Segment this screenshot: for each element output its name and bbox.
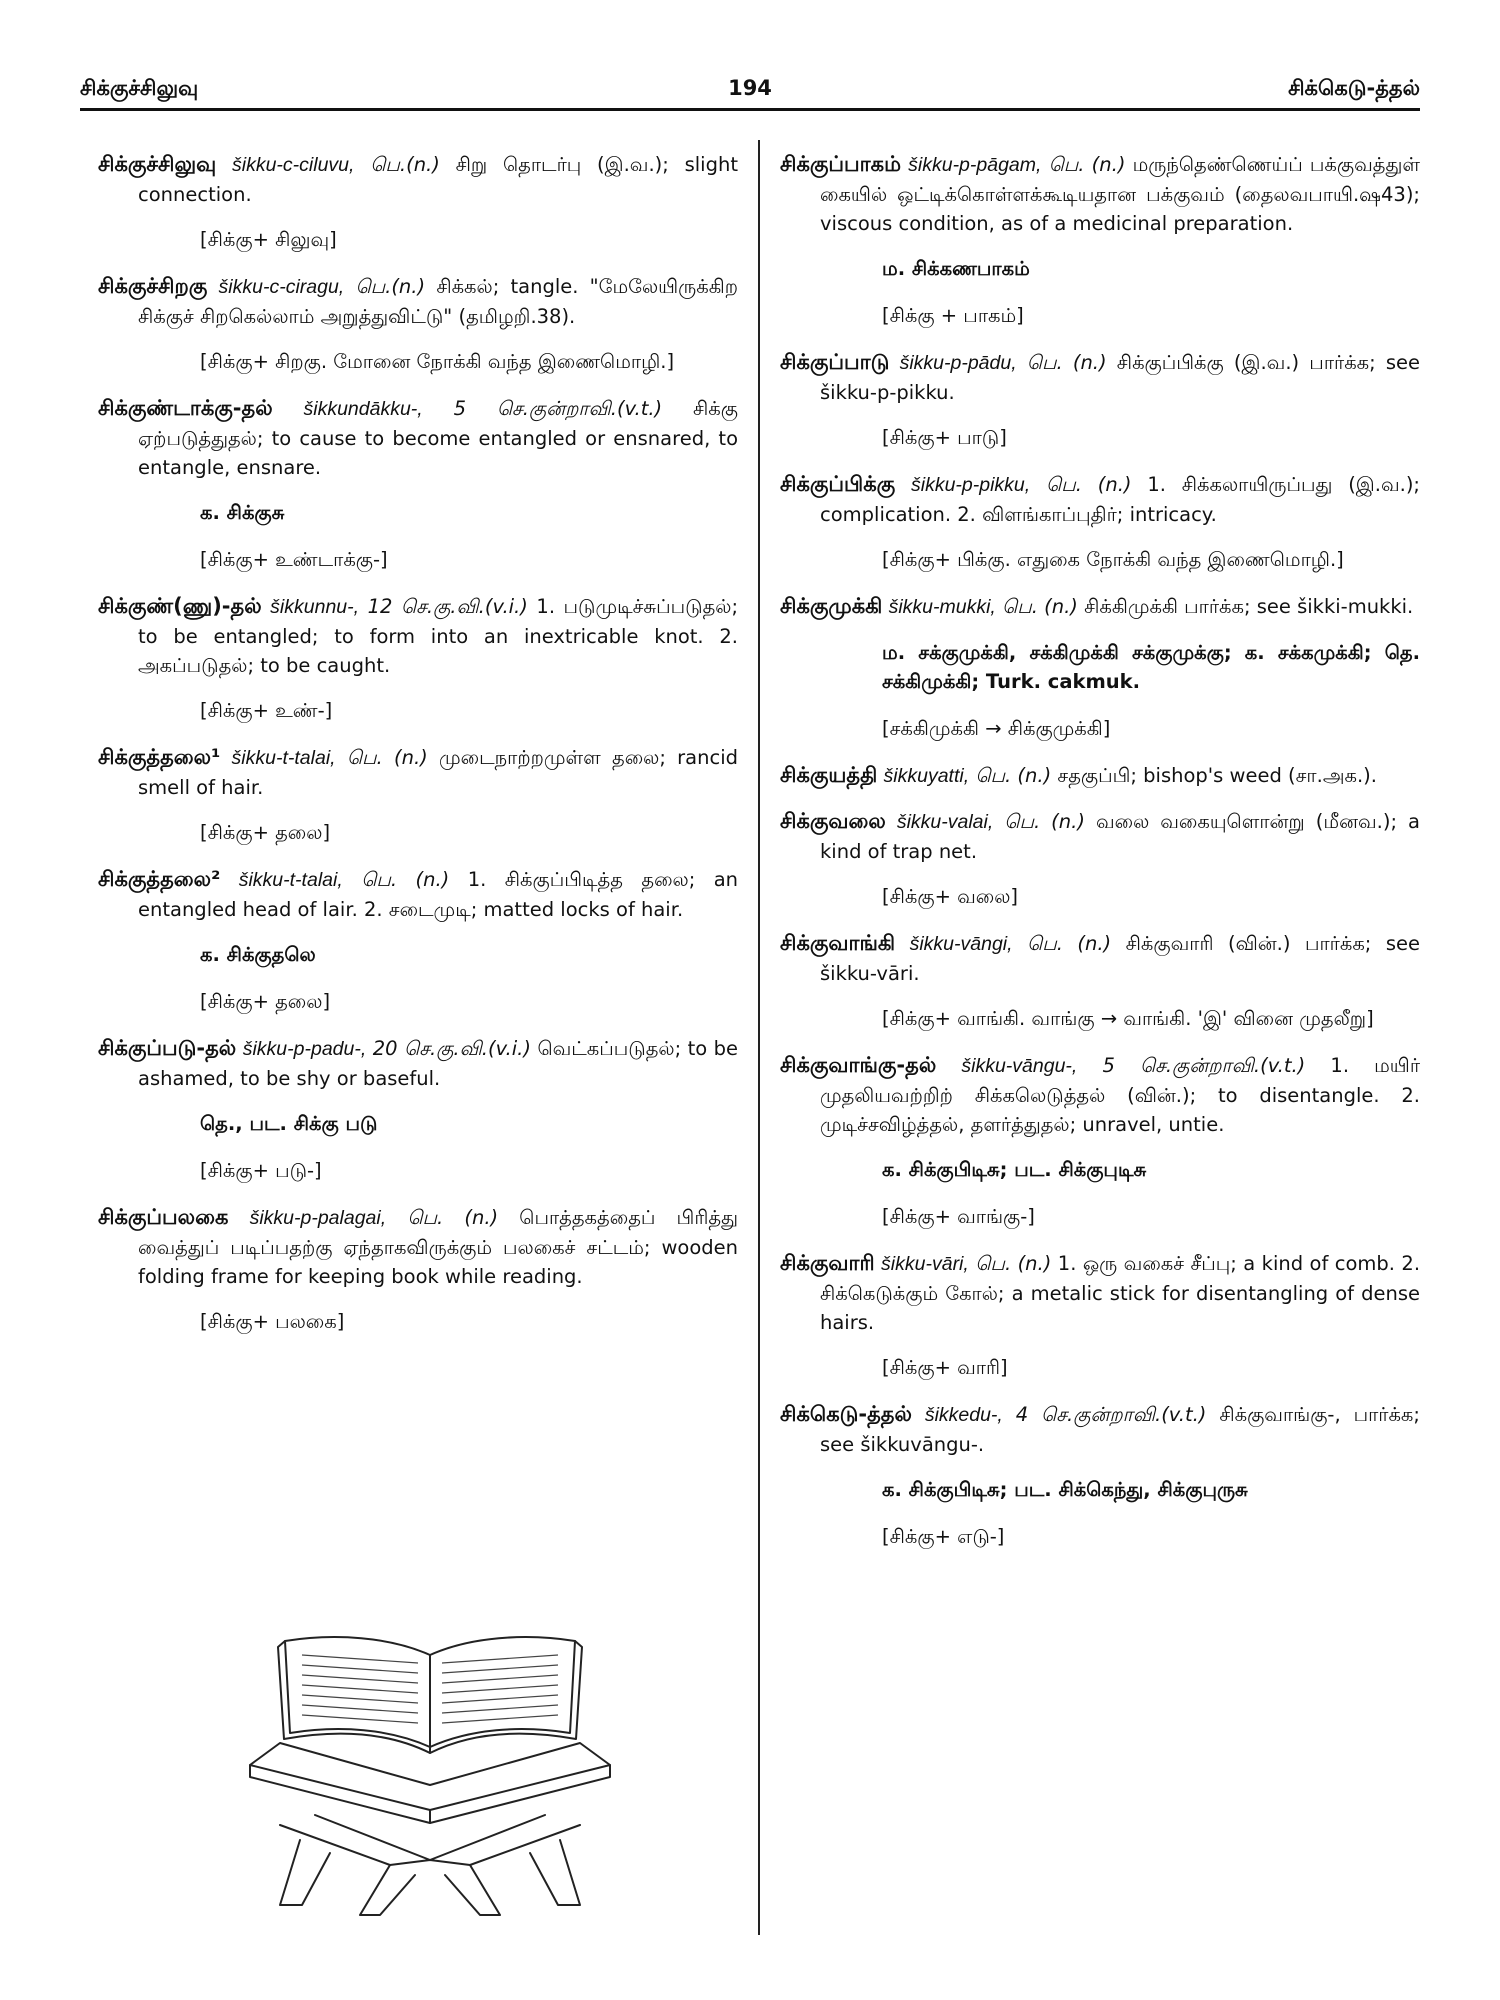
definition: சிக்குவாரி (வின்.) பார்க்க; see šikku-vāri. (820, 932, 1420, 985)
grammar-label: 12 செ.கு.வி.(v.i.) (367, 595, 528, 618)
dictionary-entry (780, 1400, 1420, 1459)
transliteration: šikku-t-talai, (238, 869, 343, 891)
etymology: [சக்கிமுக்கி → சிக்குமுக்கி] (882, 717, 1111, 740)
headword: சிக்குப்பிக்கு (780, 472, 896, 496)
dictionary-entry (98, 394, 738, 482)
dictionary-entry (780, 470, 1420, 529)
grammar-label: 20 செ.கு.வி.(v.i.) (372, 1037, 531, 1060)
headword: சிக்குவலை (780, 809, 886, 833)
dictionary-entry (98, 150, 738, 209)
cognate-forms: ம. சக்குமுக்கி, சக்கிமுக்கி சக்குமுக்கு; க. சக்கமுக்கி; தெ. சக்கிமுக்கி; Turk. cakmuk. (882, 641, 1420, 693)
etymology: [சிக்கு+ சிலுவு] (200, 228, 337, 251)
grammar-label: பெ. (n.) (1002, 595, 1078, 618)
definition: 1. ஒரு வகைச் சீப்பு; a kind of comb. 2. சிக்கெடுக்கும் கோல்; a metalic stick for disentangling of dense hairs. (820, 1252, 1421, 1334)
left-column (98, 150, 738, 1354)
headword: சிக்குத்தலை¹ (98, 745, 221, 769)
dictionary-entry (98, 272, 738, 331)
definition: 1. சிக்குப்பிடித்த தலை; an entangled head of lair. 2. சடைமுடி; matted locks of hair. (138, 868, 739, 921)
grammar-label: பெ. (n.) (1046, 473, 1132, 496)
etymology: [சிக்கு+ தலை] (200, 821, 331, 844)
headword: சிக்குவாங்கி (780, 931, 896, 955)
transliteration: šikku-c-ciragu, (218, 276, 345, 298)
etymology: [சிக்கு+ எடு-] (882, 1525, 1005, 1548)
definition: சிக்குவாங்கு-, பார்க்க; see šikkuvāngu-. (820, 1403, 1420, 1456)
transliteration: šikkundākku-, (303, 398, 423, 420)
transliteration: šikku-vāri, (881, 1253, 969, 1275)
definition: 1. சிக்கலாயிருப்பது (இ.வ.); complication. 2. விளங்காப்புதிர்; intricacy. (820, 473, 1421, 526)
definition: பொத்தகத்தைப் பிரித்து வைத்துப் படிப்பதற்கு ஏந்தாகவிருக்கும் பலகைச் சட்டம்; wooden folding frame for keeping book while reading. (138, 1206, 738, 1288)
grammar-label: பெ. (n.) (975, 764, 1052, 787)
headword: சிக்குமுக்கி (780, 594, 883, 618)
headword: சிக்குப்பாடு (780, 350, 890, 374)
header-right-guide-word: சிக்கெடு-த்தல் (1288, 76, 1420, 100)
grammar-label: பெ. (n.) (407, 1206, 499, 1229)
headword: சிக்கெடு-த்தல் (780, 1402, 912, 1426)
etymology: [சிக்கு+ உண்டாக்கு-] (200, 548, 388, 571)
transliteration: šikku-p-palagai, (249, 1207, 387, 1229)
headword: சிக்குப்படு-தல் (98, 1036, 237, 1060)
dictionary-entry (780, 150, 1420, 238)
transliteration: šikkuyatti, (883, 765, 970, 787)
definition: மருந்தெண்ணெய்ப் பக்குவத்துள் கையில் ஒட்டிக்கொள்ளக்கூடியதான பக்குவம் (தைலவபாயி.ஷ43); viscous condition, as of a medicinal preparation. (820, 153, 1420, 235)
grammar-label: பெ. (n.) (1026, 351, 1107, 374)
grammar-label: 5 செ.குன்றாவி.(v.t.) (1102, 1054, 1306, 1077)
header-left-guide-word: சிக்குச்சிலுவு (80, 76, 199, 100)
dictionary-entry (98, 1203, 738, 1291)
cognate-forms: தெ., பட. சிக்கு படு (200, 1112, 378, 1135)
dictionary-entry (98, 865, 738, 924)
transliteration: šikku-valai, (896, 811, 994, 833)
cognate-forms: க. சிக்குசு (200, 501, 285, 524)
transliteration: šikku-t-talai, (231, 747, 336, 769)
transliteration: šikku-p-pādu, (899, 352, 1017, 374)
definition: சிறு தொடர்பு (இ.வ.); slight connection. (138, 153, 738, 206)
headword: சிக்குயத்தி (780, 763, 878, 787)
dictionary-entry (780, 1249, 1420, 1337)
headword: சிக்குவாரி (780, 1251, 875, 1275)
dictionary-entry (98, 1034, 738, 1093)
transliteration: šikkunnu-, (270, 596, 360, 618)
column-divider (758, 140, 760, 1935)
cognate-forms: க. சிக்குபிடிசு; பட. சிக்குபுடிசு (882, 1158, 1147, 1181)
dictionary-entry (780, 348, 1420, 407)
headword: சிக்குண்டாக்கு-தல் (98, 396, 273, 420)
transliteration: šikku-mukki, (888, 596, 996, 618)
page-number: 194 (728, 76, 772, 100)
grammar-label: பெ.(n.) (370, 153, 440, 176)
headword: சிக்குச்சிறகு (98, 274, 208, 298)
grammar-label: 4 செ.குன்றாவி.(v.t.) (1015, 1403, 1207, 1426)
grammar-label: பெ. (n.) (346, 746, 428, 769)
definition: வெட்கப்படுதல்; to be ashamed, to be shy or baseful. (138, 1037, 739, 1090)
etymology: [சிக்கு+ உண்-] (200, 699, 333, 722)
etymology: [சிக்கு+ வாரி] (882, 1356, 1008, 1379)
etymology: [சிக்கு+ பலகை] (200, 1310, 345, 1333)
grammar-label: 5 செ.குன்றாவி.(v.t.) (453, 397, 663, 420)
etymology: [சிக்கு+ பாடு] (882, 426, 1007, 449)
cognate-forms: க. சிக்குபிடிசு; பட. சிக்கெந்து, சிக்குபுருசு (882, 1478, 1248, 1501)
grammar-label: பெ. (n.) (361, 868, 450, 891)
definition: 1. படுமுடிச்சுப்படுதல்; to be entangled; to form into an inextricable knot. 2. அகப்படுதல்; to be caught. (138, 595, 739, 677)
headword: சிக்குண்(ணு)-தல் (98, 594, 262, 618)
grammar-label: பெ.(n.) (355, 275, 426, 298)
etymology: [சிக்கு+ தலை] (200, 990, 331, 1013)
headword: சிக்குத்தலை² (98, 867, 221, 891)
right-column (780, 150, 1420, 1569)
grammar-label: பெ. (n.) (1048, 153, 1126, 176)
dictionary-entry (780, 592, 1420, 622)
etymology: [சிக்கு+ வாங்கி. வாங்கு → வாங்கி. 'இ' வினை முதலீறு] (882, 1007, 1374, 1030)
transliteration: šikku-vāngi, (909, 933, 1013, 955)
headword: சிக்குவாங்கு-தல் (780, 1053, 937, 1077)
headword: சிக்குப்பலகை (98, 1205, 229, 1229)
definition: சிக்கு ஏற்படுத்துதல்; to cause to become entangled or ensnared, to entangle, ensnare. (138, 397, 738, 479)
etymology: [சிக்கு+ பிக்கு. எதுகை நோக்கி வந்த இணைமொழி.] (882, 548, 1344, 571)
dictionary-entry (780, 929, 1420, 988)
transliteration: šikku-vāngu-, (961, 1055, 1078, 1077)
page-header (80, 74, 1420, 111)
dictionary-entry (780, 807, 1420, 866)
definition: சிக்குப்பிக்கு (இ.வ.) பார்க்க; see šikku-p-pikku. (820, 351, 1421, 404)
definition: 1. மயிர் முதலியவற்றிற் சிக்கலெடுத்தல் (வின்.); to disentangle. 2. முடிச்சவிழ்த்தல், தளர்த்துதல்; unravel, untie. (820, 1054, 1421, 1136)
dictionary-entry (780, 1051, 1420, 1139)
transliteration: šikkedu-, (924, 1404, 1003, 1426)
book-stand-illustration (240, 1615, 620, 1925)
grammar-label: பெ. (n.) (975, 1252, 1052, 1275)
grammar-label: பெ. (n.) (1004, 810, 1085, 833)
cognate-forms: க. சிக்குதலெ (200, 943, 316, 966)
headword: சிக்குச்சிலுவு (98, 152, 217, 176)
grammar-label: பெ. (n.) (1027, 932, 1112, 955)
transliteration: šikku-p-padu-, (242, 1038, 367, 1060)
definition: முடைநாற்றமுள்ள தலை; rancid smell of hair. (138, 746, 739, 799)
cognate-forms: ம. சிக்கணபாகம் (882, 257, 1030, 280)
etymology: [சிக்கு+ வலை] (882, 885, 1019, 908)
definition: சதகுப்பி; bishop's weed (சா.அக.). (1057, 764, 1377, 787)
etymology: [சிக்கு+ படு-] (200, 1159, 322, 1182)
transliteration: šikku-p-pikku, (911, 474, 1031, 496)
etymology: [சிக்கு + பாகம்] (882, 304, 1024, 327)
headword: சிக்குப்பாகம் (780, 152, 901, 176)
dictionary-entry (98, 592, 738, 680)
definition: சிக்கல்; tangle. "மேலேயிருக்கிற சிக்குச் சிறகெல்லாம் அறுத்துவிட்டு" (தமிழறி.38). (138, 275, 738, 328)
transliteration: šikku-p-pāgam, (908, 154, 1042, 176)
transliteration: šikku-c-ciluvu, (232, 154, 355, 176)
etymology: [சிக்கு+ வாங்கு-] (882, 1205, 1035, 1228)
definition: வலை வகையுளொன்று (மீனவ.); a kind of trap net. (820, 810, 1420, 863)
etymology: [சிக்கு+ சிறகு. மோனை நோக்கி வந்த இணைமொழி.] (200, 350, 675, 373)
dictionary-entry (98, 743, 738, 802)
dictionary-entry (780, 761, 1420, 791)
definition: சிக்கிமுக்கி பார்க்க; see šikki-mukki. (1084, 595, 1414, 618)
